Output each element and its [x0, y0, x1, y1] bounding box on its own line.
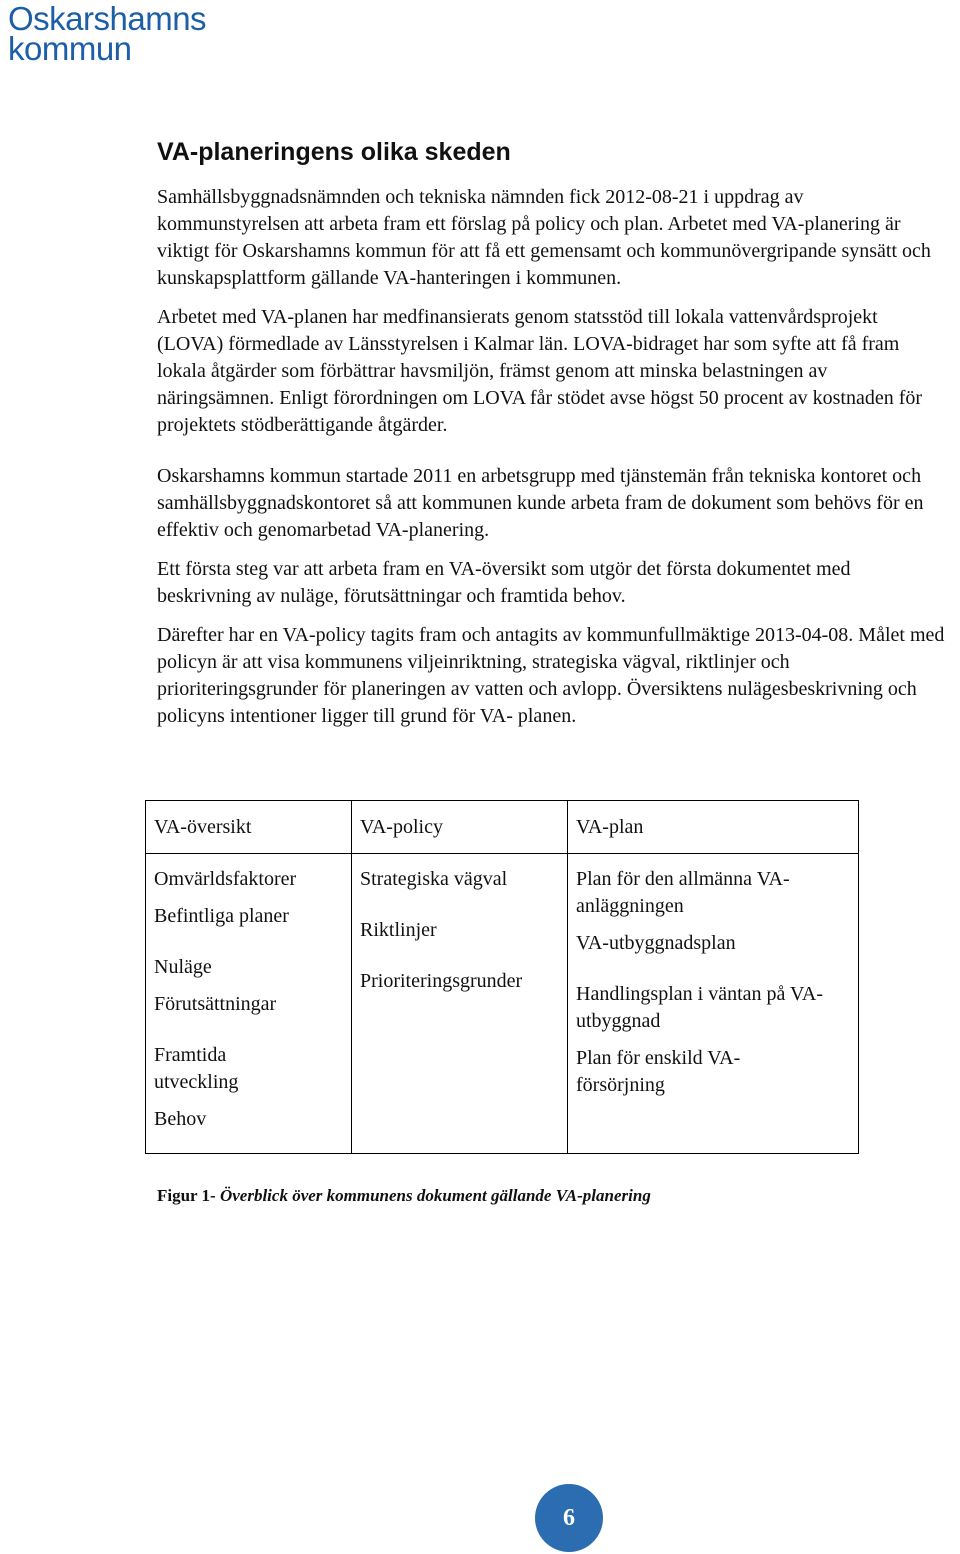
logo-line-1: Oskarshamns [8, 0, 207, 37]
column-header-va-oversikt: VA-översikt [146, 801, 352, 854]
main-content [157, 136, 947, 742]
column-va-policy [352, 854, 568, 1154]
list-item: VA-utbyggnadsplan [576, 932, 736, 954]
figure-caption [157, 1186, 651, 1206]
list-item: Omvärldsfaktorer [154, 868, 297, 890]
oskarshamns-kommun-logo [8, 0, 207, 67]
column-header-va-plan: VA-plan [568, 801, 859, 854]
paragraph: Oskarshamns kommun startade 2011 en arbetsgrupp med tjänstemän från tekniska kontoret och samhällsbyggnadskontoret så att kommunen kunde arbeta fram de dokument som behövs för en effektiv och genomarbetad VA-planering. [157, 465, 924, 541]
va-documents-table [145, 800, 859, 1154]
paragraph: Ett första steg var att arbeta fram en VA-översikt som utgör det första dokumentet med beskrivning av nuläge, förutsättningar och framtida behov. [157, 558, 851, 607]
table-header-row [146, 801, 859, 854]
list-item: Befintliga planer [154, 905, 289, 927]
list-item: Plan för enskild VA-försörjning [576, 1047, 741, 1096]
caption-label: Figur 1- [157, 1186, 216, 1205]
list-item: Riktlinjer [360, 919, 437, 941]
list-item: Handlingsplan i väntan på VA-utbyggnad [576, 983, 824, 1032]
page-number-badge: 6 [535, 1484, 603, 1552]
caption-text: Överblick över kommunens dokument gällande VA-planering [219, 1186, 651, 1205]
column-va-oversikt [146, 854, 352, 1154]
list-item: Framtida utveckling [154, 1044, 239, 1093]
section-title: VA-planeringens olika skeden [157, 138, 511, 166]
paragraph: Arbetet med VA-planen har medfinansierats genom statsstöd till lokala vattenvårdsprojekt (LOVA) förmedlade av Länsstyrelsen i Kalmar län. LOVA-bidraget har som syfte att få fram lokala åtgärder som förbättrar havsmiljön, främst genom att minska belastningen av näringsämnen. Enligt förordningen om LOVA får stödet avse högst 50 procent av kostnaden för projektets stödberättigande åtgärder. [157, 306, 923, 436]
logo-line-2: kommun [8, 30, 132, 67]
list-item: Förutsättningar [154, 993, 277, 1015]
paragraph: Därefter har en VA-policy tagits fram och antagits av kommunfullmäktige 2013-04-08. Målet med policyn är att visa kommunens viljeinriktning, strategiska vägval, riktlinjer och prioriteringsgrunder för planeringen av vatten och avlopp. Översiktens nulägesbeskrivning och policyns intentioner ligger till grund för VA- planen. [157, 624, 945, 727]
list-item: Plan för den allmänna VA-anläggningen [576, 868, 790, 917]
list-item: Behov [154, 1108, 207, 1130]
paragraph: Samhällsbyggnadsnämnden och tekniska nämnden fick 2012-08-21 i uppdrag av kommunstyrelsen att arbeta fram ett förslag på policy och plan. Arbetet med VA-planering är viktigt för Oskarshamns kommun för att få ett gemensamt och kommunövergripande synsätt och kunskapsplattform gällande VA-hanteringen i kommunen. [157, 186, 931, 289]
list-item: Strategiska vägval [360, 868, 508, 890]
table-row [146, 854, 859, 1154]
column-header-va-policy: VA-policy [352, 801, 568, 854]
column-va-plan [568, 854, 859, 1154]
list-item: Nuläge [154, 956, 212, 978]
list-item: Prioriteringsgrunder [360, 970, 523, 992]
